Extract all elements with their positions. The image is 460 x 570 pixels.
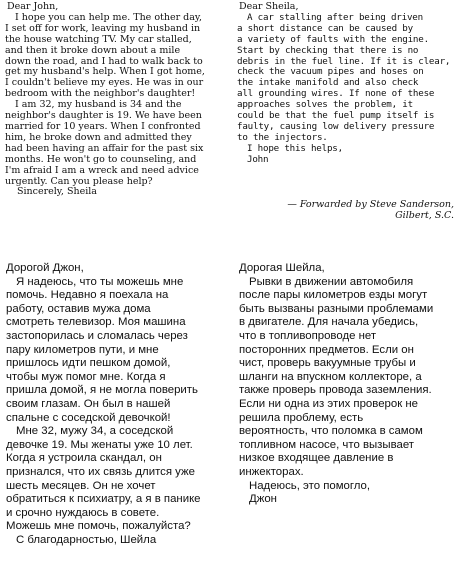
reply-en-line: a short distance can be caused by [237,22,413,34]
reply-ru-line: решила проблему, есть [239,411,364,424]
letter-ru-line: работу, оставив мужа дома [6,302,151,315]
reply-en-line: I hope this helps, [247,142,343,154]
reply-ru-line: шланги на впускном коллекторе, а [239,370,422,383]
letter-ru-line: Я надеюсь, что ты можешь мне [16,275,184,288]
letter-ru-line: шесть месяцев. Он не хочет [6,479,156,492]
letter-en-signoff: Sincerely, Sheila [17,186,97,198]
reply-ru-line: инжекторах. [239,465,304,478]
letter-en-line: down the road, and I had to walk back to [5,55,203,67]
letter-ru-line: обратиться к психиатру, а я в панике [6,493,201,506]
letter-en-line: get my husband's help. When I got home, [5,66,205,78]
attribution [234,199,454,221]
letter-ru-line: признался, что их связь длится уже [6,465,195,478]
reply-en-line: check the vacuum pipes and hoses on [237,66,424,78]
reply-en-line: the intake manifold and also check [237,77,419,89]
reply-en-salutation: Dear Sheila, [239,1,299,12]
reply-ru-line: также проверь провода заземления. [239,384,432,397]
reply-en-line: a variety of faults with the engine. [237,33,429,45]
letter-en-line: bedroom with the neighbor's daughter! [5,88,196,100]
letter-ru-line: спальне с соседской девочкой! [6,411,171,424]
letter-ru-line: своим глазам. Он был в нашей [6,397,171,410]
reply-ru-line: Надеюсь, это помогло, [249,479,371,492]
letter-ru-line: и срочно нуждаюсь в совете. [6,506,160,519]
letter-en-line: urgently. Can you please help? [5,175,153,187]
letter-ru-line: смотреть телевизор. Моя машина [6,316,186,329]
reply-ru-line: в двигателе. Для начала убедись, [239,316,419,329]
letter-ru-line: помочь. Недавно я поехала на [6,289,169,302]
reply-ru-line: после пары километров езды могут [239,289,428,302]
reply-ru-line: Если ни одна из этих проверок не [239,397,418,410]
reply-ru-line: низкое входящее давление в [239,452,394,465]
reply-ru-line: посторонних предметов. Если он [239,343,414,356]
letter-en-line: I am 32, my husband is 34 and the [15,99,182,111]
reply-en-line: faulty, causing low delivery pressure [237,120,435,132]
letter-en-line: months. He won't go to counseling, and [5,153,197,165]
reply-ru-line: что в топливопроводе нет [239,329,377,342]
reply-en-line: Start by checking that there is no [237,44,419,56]
letter-ru-signoff: С благодарностью, Шейла [16,533,157,546]
reply-ru-signoff: Джон [249,493,277,506]
letter-en [5,2,225,198]
reply-ru-line: быть вызваны разными проблемами [239,302,434,315]
letter-en-line: the house watching TV. My car stalled, [5,33,192,45]
letter-en-salutation: Dear John, [7,1,59,12]
reply-ru-salutation: Дорогая Шейла, [239,262,325,274]
reply-en-line: debris in the fuel line. If it is clear, [237,55,451,67]
letter-en-line: married for 10 years. When I confronted [5,120,201,132]
letter-en-line: I'm afraid I am a wreck and need advice [5,164,199,176]
letter-en-line: had been having an affair for the past six [5,142,204,154]
reply-ru-line: топливном насосе, что вызывает [239,438,415,451]
attribution-place: Gilbert, S.C. [395,210,454,221]
letter-en-line: and then it broke down about a mile [5,44,181,56]
reply-en [237,2,457,166]
letter-en-line: I set off for work, leaving my husband in [5,22,201,34]
reply-en-line: all grounding wires. If none of these [237,88,435,100]
letter-en-line: neighbor's daughter is 19. We have been [5,110,202,122]
reply-ru-line: Рывки в движении автомобиля [249,275,414,288]
reply-ru [239,262,459,507]
letter-ru-line: девочке 19. Мы женаты уже 10 лет. [6,438,193,451]
letter-ru-salutation: Дорогой Джон, [6,262,84,274]
reply-ru-line: вероятность, что поломка в самом [239,425,423,438]
letter-en-line: I couldn't believe my eyes. He was in our [5,77,204,89]
reply-en-line: approaches solves the problem, it [237,99,413,111]
letter-ru-line: чтобы муж помог мне. Когда я [6,370,166,383]
letter-ru [6,262,231,547]
reply-en-body [237,13,457,166]
letter-ru-line: Можешь мне помочь, пожалуйста? [6,520,191,533]
letter-ru-line: пришлось идти пешком домой, [6,357,171,370]
letter-ru-line: пришла домой, я не могла поверить [6,384,198,397]
letter-ru-line: пару километров пути, и мне [6,343,159,356]
reply-en-line: could be that the fuel pump itself is [237,110,435,122]
reply-en-signoff: John [247,153,269,165]
letter-ru-line: Когда я устроила скандал, он [6,452,162,465]
letter-en-line: him, he broke down and admitted they [5,131,192,143]
reply-en-line: A car stalling after being driven [247,11,423,23]
reply-en-line: to the injectors. [237,131,328,143]
letter-ru-line: застопорилась и сломалась через [6,329,188,342]
reply-ru-line: чист, проверь вакуумные трубы и [239,357,416,370]
attribution-author: — Forwarded by Steve Sanderson, [287,199,454,210]
letter-ru-line: Мне 32, мужу 34, а соседской [16,425,174,438]
letter-en-line: I hope you can help me. The other day, [15,11,203,23]
